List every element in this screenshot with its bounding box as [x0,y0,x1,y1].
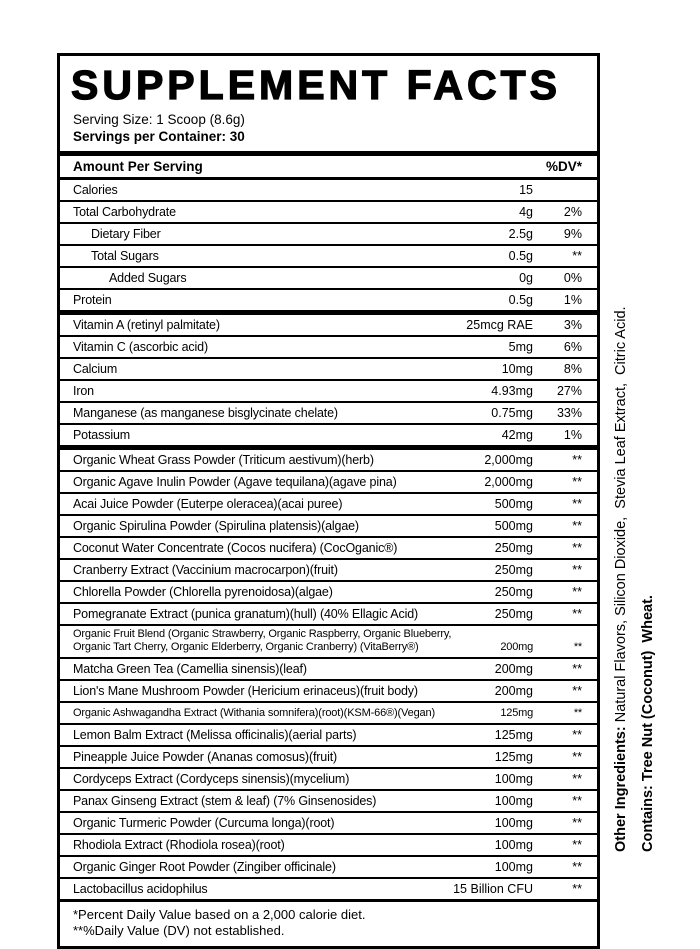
ingredient-name: Potassium [73,427,131,442]
ingredient-name: Protein [73,292,112,307]
ingredient-amount: 0.5g [508,292,533,307]
ingredient-dv: 6% [563,339,582,354]
ingredient-amount: 100mg [494,837,533,852]
ingredient-dv: ** [572,248,582,263]
ingredient-dv: 1% [563,427,582,442]
ingredient-dv: ** [572,881,582,896]
ingredient-dv: ** [572,793,582,808]
other-ingredients-label: Other Ingredients: [613,726,629,852]
side-text [608,256,668,852]
ingredient-name: Dietary Fiber [91,226,161,241]
ingredient-name: Rhodiola Extract (Rhodiola rosea)(root) [73,837,285,852]
ingredient-dv: ** [572,452,582,467]
ingredient-amount: 4g [519,204,533,219]
table-row [60,310,597,335]
table-row [60,180,597,200]
table-row [60,335,597,357]
ingredient-dv: 27% [556,383,582,398]
footnote-dv-not-established: **%Daily Value (DV) not established. [73,923,285,938]
ingredient-amount: 250mg [494,540,533,555]
ingredient-amount: 200mg [494,683,533,698]
table-row [60,679,597,701]
other-ingredients-text: Natural Flavors, Silicon Dioxide, Stevia Leaf Extract, Citric Acid. [613,306,629,723]
table-row [60,580,597,602]
amount-per-serving-header: Amount Per Serving [73,159,203,174]
supplement-facts-panel [57,53,600,949]
ingredient-name: Panax Ginseng Extract (stem & leaf) (7% Ginsenosides) [73,793,377,808]
table-row [60,266,597,288]
ingredient-amount: 42mg [501,427,533,442]
ingredient-amount: 500mg [494,496,533,511]
ingredient-amount: 15 [519,182,533,197]
ingredient-name: Total Sugars [91,248,159,263]
ingredient-dv: ** [572,771,582,786]
side-text-rotated [608,256,668,852]
dv-header: %DV* [545,159,582,174]
ingredient-dv: 8% [563,361,582,376]
table-row [60,357,597,379]
ingredient-name: Organic Wheat Grass Powder (Triticum aestivum)(herb) [73,452,374,467]
ingredient-amount: 15 Billion CFU [453,881,533,896]
table-row [60,855,597,877]
ingredient-name: Lion's Mane Mushroom Powder (Hericium erinaceus)(fruit body) [73,683,418,698]
ingredient-name: Coconut Water Concentrate (Cocos nucifera) (CocOganic®) [73,540,398,555]
ingredient-dv: ** [572,606,582,621]
contains-line: Contains: Tree Nut (Coconut) Wheat. [640,595,656,852]
ingredient-name: Lactobacillus acidophilus [73,881,208,896]
table-row [60,624,597,657]
ingredient-name: Organic Spirulina Powder (Spirulina platensis)(algae) [73,518,359,533]
ingredient-amount: 0.5g [508,248,533,263]
ingredient-amount: 0.75mg [491,405,533,420]
ingredient-name: Calories [73,182,118,197]
ingredient-name: Pomegranate Extract (punica granatum)(hull) (40% Ellagic Acid) [73,606,419,621]
table-row [60,767,597,789]
table-row [60,701,597,723]
table-row [60,602,597,624]
ingredient-dv: ** [572,496,582,511]
ingredient-amount: 100mg [494,793,533,808]
table-row [60,789,597,811]
ingredient-name: Manganese (as manganese bisglycinate chelate) [73,405,338,420]
ingredient-amount: 250mg [494,562,533,577]
ingredient-name: Lemon Balm Extract (Melissa officinalis)(aerial parts) [73,727,357,742]
ingredient-name: Added Sugars [109,270,187,285]
footnotes [60,902,597,946]
ingredient-amount: 100mg [494,859,533,874]
ingredient-amount: 2,000mg [484,452,533,467]
table-row [60,536,597,558]
servings-per-container: Servings per Container: 30 [73,129,245,144]
facts-rows [60,180,597,899]
ingredient-dv: ** [572,562,582,577]
table-row [60,423,597,445]
table-header [60,156,597,177]
ingredient-dv: ** [572,727,582,742]
ingredient-name: Vitamin C (ascorbic acid) [73,339,208,354]
ingredient-amount: 125mg [494,727,533,742]
ingredient-amount: 2,000mg [484,474,533,489]
ingredient-dv: ** [572,859,582,874]
ingredient-name: Organic Fruit Blend (Organic Strawberry, Organic Raspberry, Organic Blueberry, Organic Tart Cherry, Organic Elderberry, Organic Cranberry) (VitaBerry®) [73,628,452,653]
table-row [60,445,597,470]
ingredient-amount: 100mg [494,771,533,786]
ingredient-amount: 500mg [494,518,533,533]
ingredient-name: Cordyceps Extract (Cordyceps sinensis)(mycelium) [73,771,350,786]
ingredient-name: Total Carbohydrate [73,204,176,219]
panel-title: SUPPLEMENT FACTS [71,62,561,108]
table-row [60,470,597,492]
ingredient-dv: 9% [563,226,582,241]
ingredient-dv: 1% [563,292,582,307]
ingredient-dv: 3% [563,317,582,332]
ingredient-amount: 125mg [494,749,533,764]
table-row [60,877,597,899]
table-row [60,222,597,244]
table-row [60,244,597,266]
table-row [60,401,597,423]
ingredient-name: Vitamin A (retinyl palmitate) [73,317,220,332]
ingredient-amount: 5mg [508,339,533,354]
ingredient-dv: ** [572,661,582,676]
serving-size: Serving Size: 1 Scoop (8.6g) [73,112,245,127]
ingredient-name: Calcium [73,361,118,376]
table-row [60,657,597,679]
ingredient-amount: 200mg [494,661,533,676]
ingredient-dv: ** [572,584,582,599]
ingredient-name: Organic Ashwagandha Extract (Withania somnifera)(root)(KSM-66®)(Vegan) [73,707,435,719]
ingredient-dv: ** [572,540,582,555]
ingredient-dv: 2% [563,204,582,219]
ingredient-amount: 25mcg RAE [466,317,533,332]
ingredient-name: Organic Ginger Root Powder (Zingiber officinale) [73,859,336,874]
ingredient-dv: ** [572,837,582,852]
table-row [60,288,597,310]
table-row [60,745,597,767]
ingredient-name: Organic Agave Inulin Powder (Agave tequilana)(agave pina) [73,474,397,489]
serving-info [60,109,597,151]
ingredient-dv: ** [572,749,582,764]
table-row [60,379,597,401]
ingredient-name: Pineapple Juice Powder (Ananas comosus)(fruit) [73,749,338,764]
ingredient-amount: 250mg [494,584,533,599]
ingredient-dv: ** [573,641,582,653]
ingredient-amount: 125mg [500,707,533,719]
ingredient-dv: ** [572,474,582,489]
table-row [60,492,597,514]
ingredient-name: Iron [73,383,94,398]
ingredient-dv: 33% [556,405,582,420]
ingredient-amount: 4.93mg [491,383,533,398]
ingredient-dv: ** [572,815,582,830]
table-row [60,558,597,580]
table-row [60,514,597,536]
ingredient-amount: 250mg [494,606,533,621]
ingredient-dv: ** [573,707,582,719]
ingredient-dv: ** [572,518,582,533]
ingredient-amount: 2.5g [508,226,533,241]
table-row [60,811,597,833]
other-ingredients-line [608,256,635,852]
table-row [60,723,597,745]
ingredient-amount: 100mg [494,815,533,830]
ingredient-name: Organic Turmeric Powder (Curcuma longa)(root) [73,815,335,830]
ingredient-name: Cranberry Extract (Vaccinium macrocarpon)(fruit) [73,562,338,577]
footnote-daily-value: *Percent Daily Value based on a 2,000 calorie diet. [73,907,366,922]
ingredient-dv: 0% [563,270,582,285]
ingredient-dv: ** [572,683,582,698]
ingredient-amount: 200mg [500,641,533,653]
ingredient-name: Matcha Green Tea (Camellia sinensis)(leaf) [73,661,307,676]
table-row [60,200,597,222]
ingredient-amount: 0g [519,270,533,285]
table-row [60,833,597,855]
ingredient-name: Acai Juice Powder (Euterpe oleracea)(acai puree) [73,496,343,511]
ingredient-name: Chlorella Powder (Chlorella pyrenoidosa)(algae) [73,584,333,599]
ingredient-amount: 10mg [501,361,533,376]
